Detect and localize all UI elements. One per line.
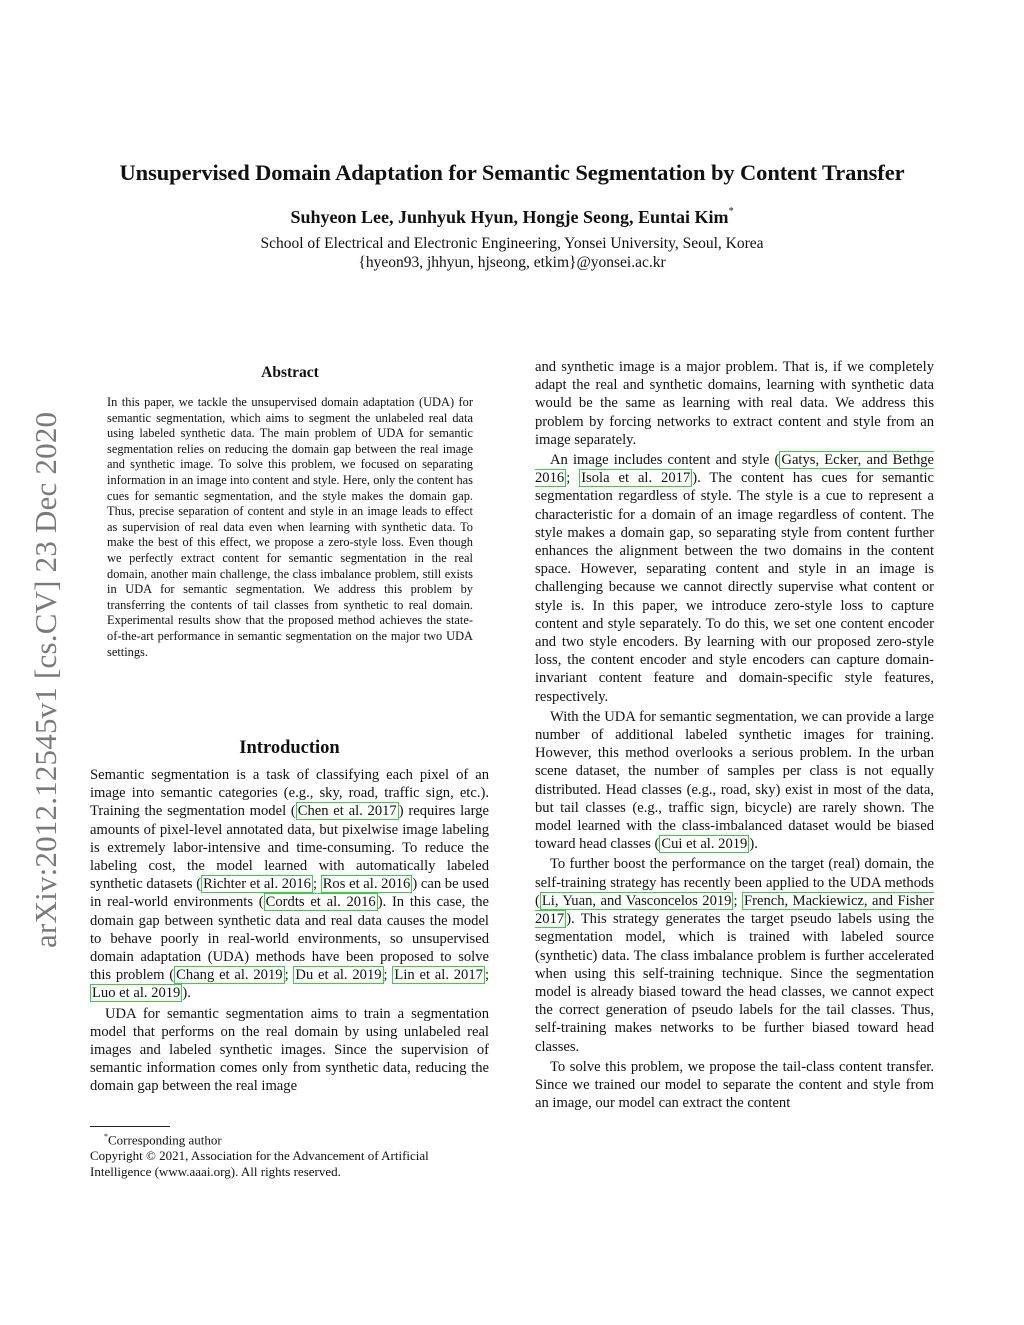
copyright-notice: Copyright © 2021, Association for the Advancement of Artificial Intelligence (www.aaai.org). All rights reserved. — [90, 1148, 429, 1180]
introduction-heading: Introduction — [239, 738, 340, 758]
text-span: To further boost the performance on the target (real) domain, the self-training strategy has recently been applied to the UDA methods ( — [535, 856, 934, 909]
citation-link[interactable]: Cordts et al. 2016 — [265, 894, 376, 911]
right-paragraph-1: and synthetic image is a major problem. That is, if we completely adapt the real and synthetic domains, learning with synthetic data would be the same as learning with real data. We address this problem by forcing networks to extract content and style from an image separately. — [535, 359, 934, 448]
text-span: Semantic segmentation is a task of classifying each pixel of an image into semantic categories (e.g., sky, road, traffic sign, etc.). Training the segmentation model ( — [90, 767, 489, 820]
text-span: ). — [182, 985, 191, 1002]
affiliation: School of Electrical and Electronic Engineering, Yonsei University, Seoul, Korea — [260, 235, 764, 252]
right-paragraph-5: To solve this problem, we propose the tail-class content transfer. Since we trained our model to separate the content and style from an image, our model can extract the content — [535, 1058, 934, 1112]
citation-link[interactable]: Du et al. 2019 — [295, 967, 382, 984]
citation-link[interactable]: French, Mackiewicz, and Fisher 2017 — [535, 892, 934, 928]
text-span: An image includes content and style ( — [550, 452, 780, 469]
author-list — [60, 207, 964, 228]
right-paragraph-4: To further boost the performance on the target (real) domain, the self-training strategy has recently been applied to the UDA methods ( Li, Yuan, and Vasconcelos 2019 ; French, Mackiewicz, and Fisher 2017 ). This strategy generates the target pseudo labels using the segmentation model, which is trained with labeled source (synthetic) data. The class imbalance problem is further accelerated when using this self-training technique. Since the segmentation model is already biased toward the head classes, we cannot expect the correct generation of pseudo labels for the tail classes. Thus, self-training makes networks to be further biased toward head classes. — [535, 856, 934, 1055]
footnote-mark: * — [104, 1132, 108, 1141]
citation-link[interactable]: Luo et al. 2019 — [92, 985, 181, 1002]
citation-link[interactable]: Gatys, Ecker, and Bethge 2016 — [535, 452, 935, 487]
corresponding-footnote — [90, 1129, 489, 1148]
text-span: ). — [749, 836, 758, 853]
citation-link[interactable]: Ros et al. 2016 — [322, 876, 411, 893]
corresponding-mark: * — [728, 206, 734, 217]
paper-title: Unsupervised Domain Adaptation for Semantic Segmentation by Content Transfer — [119, 160, 905, 185]
corresponding-text: Corresponding author — [108, 1132, 222, 1148]
right-paragraph-3 — [535, 708, 934, 854]
footnote-rule — [90, 1126, 170, 1127]
footnote — [90, 1129, 489, 1180]
citation-link[interactable]: Chen et al. 2017 — [297, 803, 397, 820]
text-span: ) requires large amounts of pixel-level annotated data, but pixelwise image labeling is extremely labor-intensive and time-consuming. To reduce the labeling cost, the model learned with automatically labeled synthetic datasets ( — [90, 803, 490, 893]
affiliation-block — [60, 234, 964, 272]
citation-link[interactable]: Richter et al. 2016 — [203, 876, 311, 893]
citation-link[interactable]: Lin et al. 2017 — [394, 967, 483, 984]
abstract-text: In this paper, we tackle the unsupervised domain adaptation (UDA) for semantic segmentation, which aims to segment the unlabeled real data using labeled synthetic data. The main problem of UDA for semantic segmentation relies on reducing the domain gap between the real image and synthetic image. To solve this problem, we focused on separating information in an image into content and style. Here, only the content has cues for semantic segmentation, and the style makes the domain gap. Thus, precise separation of content and style in an image leads to effect as supervision of real data even when learning with synthetic data. To make the best of this effect, we propose a zero-style loss. Even though we perfectly extract content for semantic segmentation in the real domain, another main challenge, the class imbalance problem, still exists in UDA for semantic segmentation. We address this problem by transferring the contents of tail classes from synthetic to real domain. Experimental results show that the proposed method achieves the state-of-the-art performance in semantic segmentation on the major two UDA settings. — [107, 395, 473, 659]
emails: {hyeon93, jhhyun, hjseong, etkim}@yonsei.ac.kr — [358, 254, 666, 271]
author-names: Suhyeon Lee, Junhyuk Hyun, Hongje Seong, Euntai Kim — [290, 207, 729, 227]
introduction-body — [90, 766, 489, 1096]
citation-link[interactable]: Isola et al. 2017 — [581, 470, 691, 487]
citation-link[interactable]: Li, Yuan, and Vasconcelos 2019 — [541, 892, 732, 909]
right-column-body — [535, 358, 934, 1112]
right-paragraph-2: An image includes content and style ( Gatys, Ecker, and Bethge 2016 ; Isola et al. 2017 ). The content has cues for semantic segmentation regardless of style. The style is a cue to represent a characteristic for a domain of an image regardless of content. The style makes a domain gap, so separating style from content further enhances the alignment between the two domains in the content space. However, separating content and style in an image is challenging because we cannot directly supervise what content or style is. In this paper, we introduce zero-style loss to capture content and style separately. To do this, we set one content encoder and two style encoders. By learning with our proposed zero-style loss, the content encoder and style encoders can capture domain-invariant content feature and domain-specific style features, respectively. — [535, 452, 935, 705]
text-span: ). The content has cues for semantic segmentation regardless of style. The style is a cue to represent a characteristic for a domain of an image regardless of content. The style makes a domain gap, so separating style from content further enhances the alignment between the two domains in the content space. However, separating content and style in an image is challenging because we cannot directly supervise what content or style is. In this paper, we introduce zero-style loss to capture content and style separately. To do this, we set one content encoder and two style encoders. By learning with our proposed zero-style loss, the content encoder and style encoders can capture domain-invariant content feature and domain-specific style features, respectively. — [535, 470, 934, 705]
arxiv-stamp: arXiv:2012.12545v1 [cs.CV] 23 Dec 2020 — [28, 411, 63, 948]
text-span: ) can be used in real-world environments ( — [90, 876, 489, 911]
text-span: ). This strategy generates the target pseudo labels using the segmentation model, which is trained with labeled source (synthetic) data. The class imbalance problem is further accelerated when using this self-training technique. Since the segmentation model is already biased toward the head classes, we cannot expect the correct generation of pseudo labels for the tail classes. Thus, self-training makes networks to be further biased toward head classes. — [535, 911, 934, 1055]
text-span: With the UDA for semantic segmentation, we can provide a large number of additional labeled synthetic images for training. However, this method overlooks a serious problem. In the urban scene dataset, the number of samples per class is not equally distributed. Head classes (e.g., road, sky) exist in most of the data, but tail classes (e.g., traffic sign, bicycle) are rarely shown. The model learned with the class-imbalanced dataset would be biased toward head classes ( — [535, 708, 934, 853]
intro-paragraph-1: Semantic segmentation is a task of classifying each pixel of an image into semantic categories (e.g., sky, road, traffic sign, etc.). Training the segmentation model ( Chen et al. 2017 ) requires large amounts of pixel-level annotated data, but pixelwise image labeling is extremely labor-intensive and time-consuming. To reduce the labeling cost, the model learned with automatically labeled synthetic datasets ( Richter et al. 2016 ; Ros et al. 2016 ) can be used in real-world environments ( Cordts et al. 2016 ). In this case, the domain gap between synthetic data and real data causes the model to behave poorly in real-world environments, so unsupervised domain adaptation (UDA) methods have been proposed to solve this problem ( Chang et al. 2019 ; Du et al. 2019 ; Lin et al. 2017 ; Luo et al. 2019 ). — [90, 767, 490, 1002]
abstract-heading: Abstract — [261, 364, 319, 381]
intro-paragraph-2: UDA for semantic segmentation aims to train a segmentation model that performs on the real domain by using unlabeled real images and labeled synthetic images. Since the supervision of semantic information comes only from synthetic data, reducing the domain gap between the real image — [90, 1005, 489, 1095]
citation-link[interactable]: Cui et al. 2019 — [661, 836, 748, 853]
text-span: ). In this case, the domain gap between synthetic data and real data causes the model to behave poorly in real-world environments, so unsupervised domain adaptation (UDA) methods have been proposed to solve this problem ( — [90, 894, 489, 984]
citation-link[interactable]: Chang et al. 2019 — [176, 967, 283, 984]
